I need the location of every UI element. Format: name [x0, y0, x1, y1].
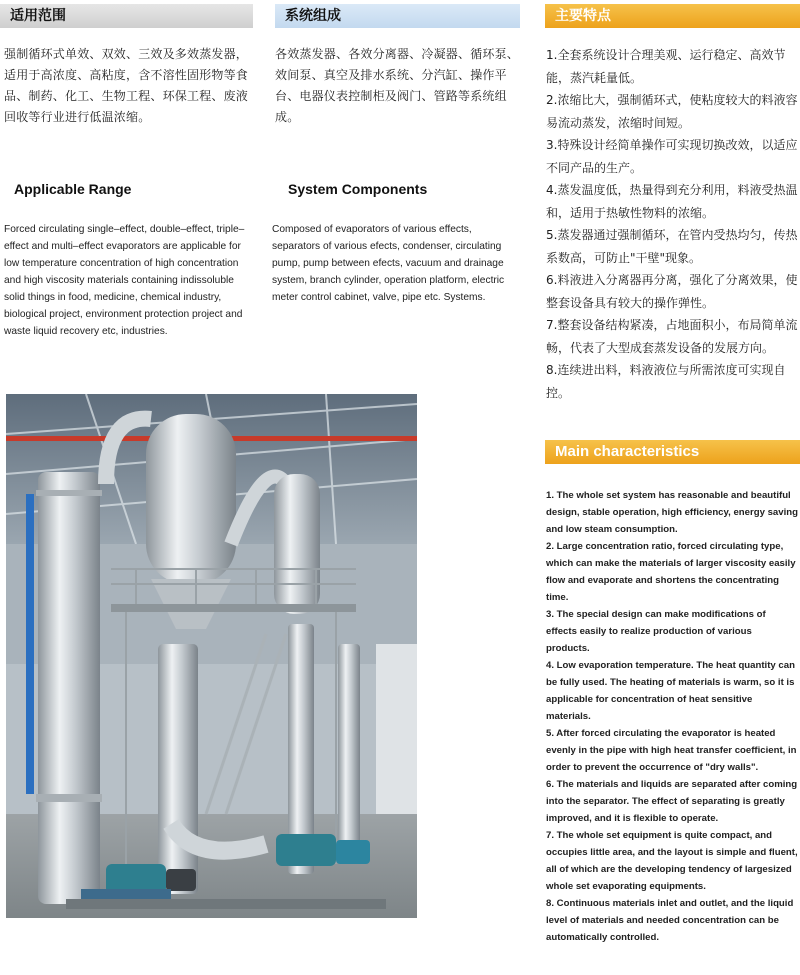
characteristic-en-3: 3. The special design can make modifications of effects easily to realize production of various products. [546, 609, 766, 654]
characteristic-en-2: 2. Large concentration ratio, forced circulating type, which can make the materials of larger viscosity easily flow and evaporate and shortens the concentrating time. [546, 541, 796, 603]
applicable-range-title-en: Applicable Range [14, 181, 132, 197]
main-features-header-cn-text: 主要特点 [555, 8, 611, 24]
evaporator-equipment-photo [6, 394, 417, 918]
characteristic-en-4: 4. Low evaporation temperature. The heat quantity can be fully used. The heating of materials is warm, so it is applicable for concentration of heat sensitive materials. [546, 660, 795, 722]
system-components-title-en: System Components [288, 181, 428, 197]
system-components-body-en: Composed of evaporators of various effects, separators of various efects, condenser, circulating pump, pump between efects, vacuum and drainage system, branch cylinder, operation platform, electric meter control cabinet, valve, pipe etc. Systems. [272, 224, 505, 303]
system-components-header-cn-text: 系统组成 [285, 8, 341, 24]
feature-cn-2: 2.浓缩比大，强制循环式，使粘度较大的料液容易流动蒸发，浓缩时间短。 [546, 93, 798, 130]
feature-cn-5: 5.蒸发器通过强制循环，在管内受热均匀，传热系数高，可防止"干壁"现象。 [546, 228, 798, 265]
characteristic-en-7: 7. The whole set equipment is quite compact, and occupies little area, and the layout is simple and fluent, all of which are the developing tendency of largesized whole set evaporating equipments. [546, 830, 798, 892]
characteristic-en-6: 6. The materials and liquids are separated after coming into the separator. The effect of separating is greatly improved, and it is flexible to operate. [546, 779, 798, 824]
feature-cn-4: 4.蒸发温度低，热量得到充分利用，料液受热温和，适用于热敏性物料的浓缩。 [546, 183, 798, 220]
characteristic-en-1: 1. The whole set system has reasonable and beautiful design, stable operation, high efficiency, energy saving and low steam consumption. [546, 490, 798, 535]
applicable-range-body-cn: 强制循环式单效、双效、三效及多效蒸发器，适用于高浓度、高粘度，含不溶性固形物等食品、制药、化工、生物工程、环保工程、废液回收等行业进行低温浓缩。 [4, 47, 249, 124]
applicable-range-body-en: Forced circulating single–effect, double–effect, triple–effect and multi–effect evaporators are applicable for low temperature concentration of high concentration and high viscosity materials containing indissoluble solid things in food, medicine, chemical industry, biological project, environment protection project and waste liquid recovery etc, industries. [4, 224, 245, 337]
applicable-range-header-cn-text: 适用范围 [10, 8, 66, 24]
main-characteristics-header-en-text: Main characteristics [555, 443, 700, 460]
system-components-header-cn [275, 4, 520, 28]
feature-cn-8: 8.连续进出料，料液液位与所需浓度可实现自控。 [546, 363, 786, 400]
feature-cn-6: 6.料液进入分离器再分离，强化了分离效果，使整套设备具有较大的操作弹性。 [546, 273, 798, 310]
main-characteristics-list-en [546, 487, 798, 946]
feature-cn-7: 7.整套设备结构紧凑，占地面积小，布局简单流畅，代表了大型成套蒸发设备的发展方向。 [546, 318, 798, 355]
main-features-header-cn [545, 4, 800, 28]
system-components-body-cn: 各效蒸发器、各效分离器、冷凝器、循环泵、效间泵、真空及排水系统、分汽缸、操作平台、电器仪表控制柜及阀门、管路等系统组成。 [275, 47, 520, 124]
main-characteristics-header-en [545, 440, 800, 464]
characteristic-en-8: 8. Continuous materials inlet and outlet, and the liquid level of materials and needed concentration can be automatically controlled. [546, 898, 794, 943]
applicable-range-header-cn [0, 4, 253, 28]
characteristic-en-5: 5. After forced circulating the evaporator is heated evenly in the pipe with high heat transfer coefficient, in order to prevent the occurrence of "dry walls". [546, 728, 797, 773]
feature-cn-1: 1.全套系统设计合理美观、运行稳定、高效节能，蒸汽耗量低。 [546, 48, 786, 85]
feature-cn-3: 3.特殊设计经简单操作可实现切换改效，以适应不同产品的生产。 [546, 138, 798, 175]
main-features-list-cn [546, 44, 798, 404]
